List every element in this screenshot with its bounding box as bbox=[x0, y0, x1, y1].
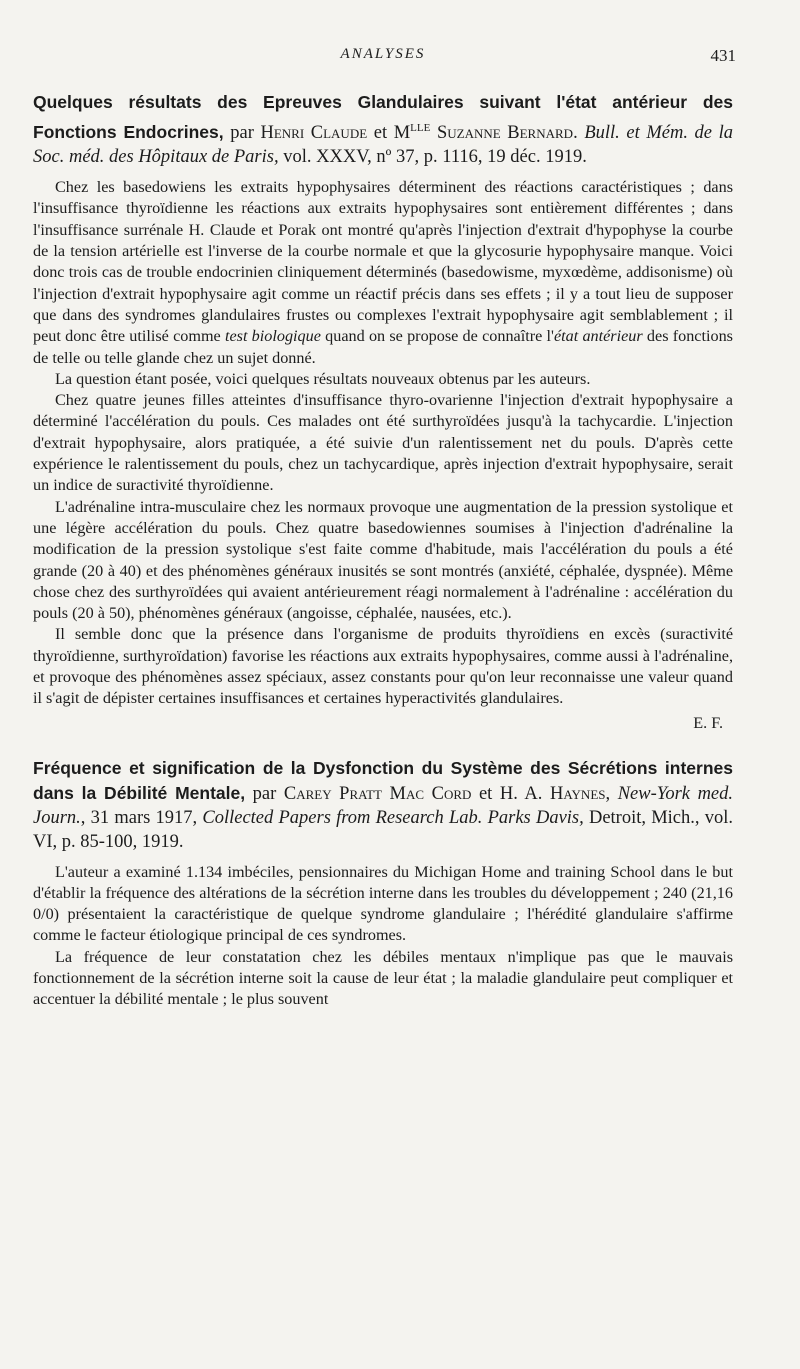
article-1 bbox=[33, 90, 733, 734]
article-1-paragraph-1: Chez les basedowiens les extraits hypophysaires déterminent des réactions caractéristiques ; dans l'insuffisance thyroïdienne les réactions aux extraits hypophysaires sont entièrement différentes ; dans l'insuffisance surrénale H. Claude et Porak ont montré qu'après l'injection d'extrait d'hypophyse la courbe de la tension artérielle est l'inverse de la courbe normale et que la glycosurie hypophysaire manque. Voici donc trois cas de trouble endocrinien cliniquement déterminés (basedowisme, myxœdème, addisonisme) où l'injection d'extrait hypophysaire agit comme un réactif précis dans ses effets ; il y a tout lieu de supposer que dans des syndromes glandulaires frustes ou complexes l'extrait hypophysaire agit semblablement ; il peut donc être utilisé comme test biologique quand on se propose de connaître l'état antérieur des fonctions de telle ou telle glande chez un sujet donné. bbox=[33, 178, 733, 367]
article-2-journal: New-York med. Journ. bbox=[33, 783, 734, 828]
article-1-author-2: Suzanne Bernard bbox=[430, 123, 574, 144]
page bbox=[33, 46, 736, 1011]
article-2 bbox=[33, 756, 733, 1011]
article-2-paragraph-1: L'auteur a examiné 1.134 imbéciles, pensionnaires du Michigan Home and training School dans le but d'établir la fréquence des altérations de la sécrétion interne dans les troubles du développement ; 240 (21,16 0/0) présentaient la caractéristique de quelque syndrome glandulaire ; l'hérédité glandulaire s'affirme comme le facteur étiologique principal de ces syndromes. bbox=[33, 862, 733, 945]
article-1-paragraph-3: Chez quatre jeunes filles atteintes d'insuffisance thyro-ovarienne l'injection d'extrait hypophysaire a déterminé l'accélération du pouls. Ces malades ont été surthyroïdées jusqu'à la tachycardie. L'injection d'extrait hypophysaire, alors pratiquée, a été suivie d'un ralentissement net du pouls. D'après cette expérience le ralentissement du pouls, chez un tachycardique, après injection d'extrait hypophysaire, serait un indice de suractivité thyroïdienne. bbox=[33, 391, 733, 495]
article-2-citation: Detroit, Mich., vol. VI, p. 85-100, 1919. bbox=[33, 807, 733, 852]
article-2-journal-2: Collected Papers from Research Lab. Parks Davis, bbox=[202, 807, 584, 828]
article-2-paragraph-2: La fréquence de leur constatation chez les débiles mentaux n'implique pas que le mauvais fonctionnement de la sécrétion interne soit la cause de leur état ; la maladie glandulaire peut compliquer et accentuer la débilité mentale ; le plus souvent bbox=[33, 947, 733, 1009]
article-2-author-2: H. A. Haynes bbox=[499, 783, 606, 804]
article-1-author-1: Henri Claude bbox=[260, 123, 368, 144]
article-2-heading: Fréquence et signification de la Dysfonction du Système des Sécrétions internes dans la Débilité Mentale, par Carey Pratt Mac Cord et H. A. Haynes, New-York med. Journ., 31 mars 1917, Collected Papers from Research Lab. Parks Davis, Detroit, Mich., vol. VI, p. 85-100, 1919. bbox=[33, 757, 734, 852]
article-1-heading: Quelques résultats des Epreuves Glandulaires suivant l'état antérieur des Fonctions Endocrines, par Henri Claude et $M^{lle}$ Suzanne Bernard. Bull. et Mém. de la Soc. méd. des Hôpitaux de Paris, vol. XXXV, nº 37, p. 1116, 19 déc. 1919. bbox=[33, 92, 734, 168]
article-2-author-1: Carey Pratt Mac Cord bbox=[283, 783, 472, 804]
article-1-journal: Bull. et Mém. de la Soc. méd. des Hôpitaux de Paris, bbox=[33, 123, 734, 168]
article-1-title: Quelques résultats des Epreuves Glandulaires suivant l'état antérieur des Fonctions Endocrines, bbox=[33, 92, 733, 143]
article-1-signature: E. F. bbox=[693, 713, 723, 732]
article-1-paragraph-2: La question étant posée, voici quelques résultats nouveaux obtenus par les auteurs. bbox=[55, 369, 591, 388]
article-1-paragraph-4: L'adrénaline intra-musculaire chez les normaux provoque une augmentation de la pression systolique et une légère accélération du pouls. Chez quatre basedowiennes soumises à l'injection d'adrénaline la modification de la pression systolique s'est faite comme d'habitude, mais l'accélération du pouls a été grande (20 à 40) et des phénomènes généraux inusités se sont montrés (anxiété, céphalée, dyspnée). Même chose chez des surthyroïdées qui avaient antérieurement réagi normalement à l'adrénaline : accélération du pouls (20 à 50), phénomènes généraux (angoisse, céphalée, nausées, etc.). bbox=[33, 497, 733, 623]
page-number: 431 bbox=[710, 46, 736, 65]
article-1-citation: vol. XXXV, nº 37, p. 1116, 19 déc. 1919. bbox=[278, 147, 587, 168]
article-1-paragraph-5: Il semble donc que la présence dans l'organisme de produits thyroïdiens en excès (suractivité thyroïdienne, surthyroïdation) favorise les réactions aux extraits hypophysaires, comme aussi à l'adrénaline, et provoque des phénomènes assez spéciaux, assez constants pour qu'on leur reconnaisse une valeur quand il s'agit de dépister certaines insuffisances et certaines hyperactivités glandulaires. bbox=[33, 625, 733, 708]
running-head bbox=[33, 46, 736, 72]
article-2-title: Fréquence et signification de la Dysfonction du Système des Sécrétions internes dans la Débilité Mentale, bbox=[33, 757, 733, 803]
running-head-title: ANALYSES bbox=[340, 46, 426, 62]
